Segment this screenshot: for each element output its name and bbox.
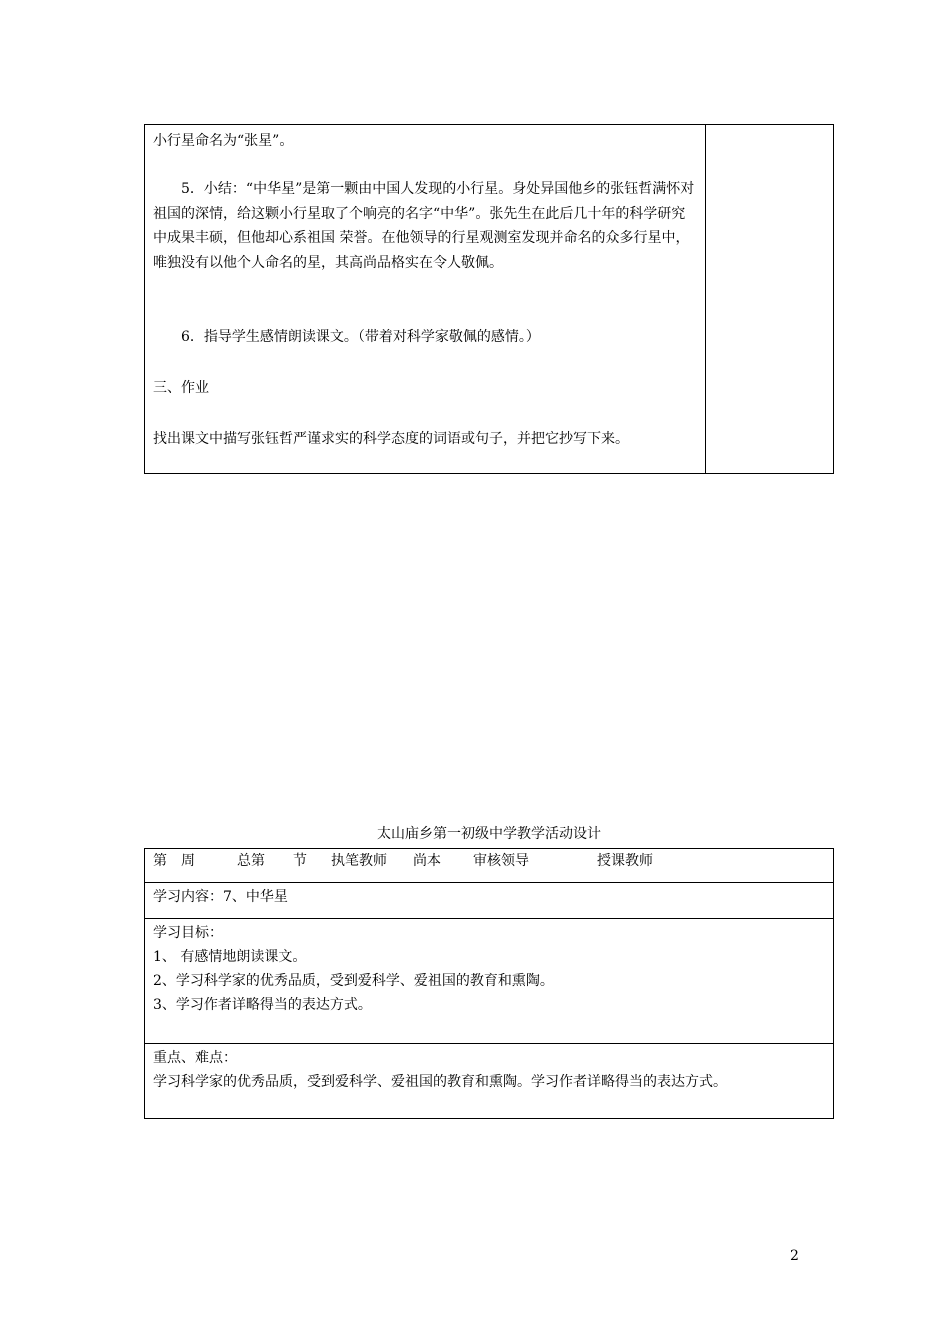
document-caption: 太山庙乡第一初级中学教学活动设计 bbox=[377, 826, 601, 842]
lesson-design-table bbox=[144, 848, 834, 1119]
text-line-naming: 小行星命名为“张星”。 bbox=[153, 133, 294, 149]
goal-item: 1、 有感情地朗读课文。 bbox=[153, 949, 307, 965]
remarks-column bbox=[705, 125, 706, 473]
reviewer-label: 审核领导 bbox=[473, 853, 529, 869]
lesson-table-continued bbox=[144, 124, 834, 474]
homework-text: 找出课文中描写张钰哲严谨求实的科学态度的词语或句子，并把它抄写下来。 bbox=[153, 431, 629, 447]
lesson-content: 学习内容：7、中华星 bbox=[153, 889, 288, 905]
summary-paragraph: 5．小结：“中华星”是第一颗由中国人发现的小行星。身处异国他乡的张钰哲满怀对祖国的深情，给这颗小行星取了个响亮的名字“中华”。张先生在此后几十年的科学研究中成果丰硕，但他却心系祖国 荣誉。在他领导的行星观测室发现并命名的众多行星中，唯独没有以他个人命名的星，其高尚品格实在令人敬佩。 bbox=[153, 181, 695, 271]
total-lesson-label: 总第 节 bbox=[237, 853, 307, 869]
header-row bbox=[145, 849, 833, 882]
key-points-row bbox=[145, 1043, 833, 1118]
teacher-label: 授课教师 bbox=[597, 853, 653, 869]
page-number: 2 bbox=[790, 1248, 799, 1264]
goals-title: 学习目标： bbox=[153, 925, 223, 941]
goal-item: 3、学习作者详略得当的表达方式。 bbox=[153, 997, 372, 1013]
key-points-text: 学习科学家的优秀品质，受到爱科学、爱祖国的教育和熏陶。学习作者详略得当的表达方式。 bbox=[153, 1074, 727, 1090]
content-row bbox=[145, 882, 833, 919]
week-label: 第 周 bbox=[153, 853, 195, 869]
writer-name: 尚本 bbox=[413, 853, 441, 869]
goal-item: 2、学习科学家的优秀品质，受到爱科学、爱祖国的教育和熏陶。 bbox=[153, 973, 554, 989]
key-points-title: 重点、难点： bbox=[153, 1050, 237, 1066]
reading-instruction: 6．指导学生感情朗读课文。（带着对科学家敬佩的感情。） bbox=[153, 329, 540, 345]
goals-row bbox=[145, 918, 833, 1044]
writer-label: 执笔教师 bbox=[331, 853, 387, 869]
homework-heading: 三、作业 bbox=[153, 380, 209, 396]
